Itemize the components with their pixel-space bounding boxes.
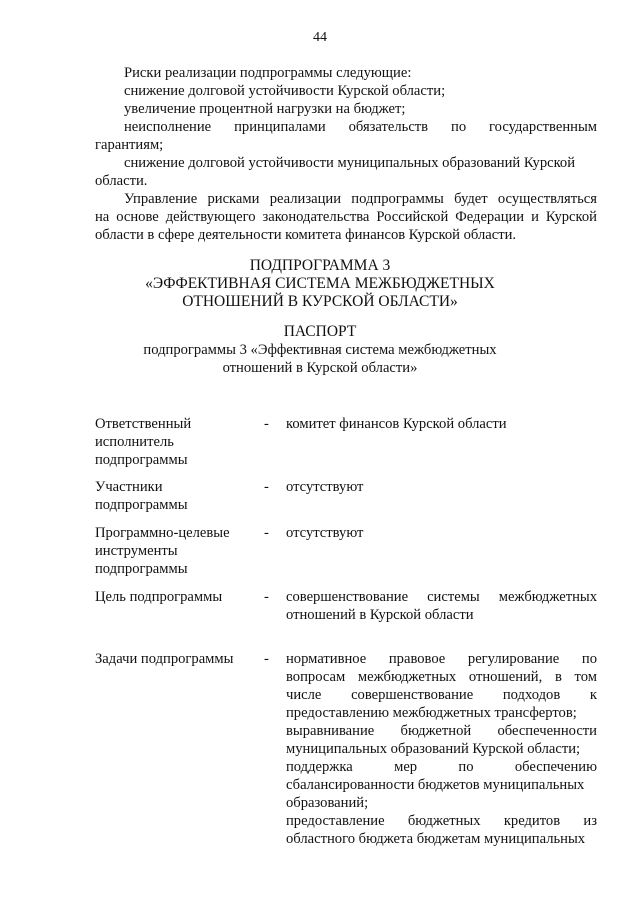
passport-subtitle-line1: подпрограммы 3 «Эффективная система межбюджетных [143,342,497,358]
subprogram-title-line2: «ЭФФЕКТИВНАЯ СИСТЕМА МЕЖБЮДЖЕТНЫХ [145,275,495,292]
row-value-line: отношений в Курской области [286,607,474,623]
row-value-line: отсутствуют [286,525,364,541]
row-label [95,524,255,578]
row-value [286,415,597,433]
row-value-line: предоставление бюджетных кредитов из [286,813,597,829]
row-label-line: исполнитель [95,434,174,450]
risk-item-3-line2: гарантиям; [95,137,164,153]
passport-subtitle-line2: отношений в Курской области» [222,360,418,376]
row-value-line: предоставлению межбюджетных трансфертов; [286,705,577,721]
row-label [95,478,255,514]
row-label-line: Ответственный [95,416,192,432]
row-label-line: подпрограммы [95,452,188,468]
row-value [286,650,597,848]
row-dash: - [264,589,269,605]
row-label-line: Задачи подпрограммы [95,651,234,667]
risk-item-2: увеличение процентной нагрузки на бюджет; [124,101,406,117]
row-value-line: нормативное правовое регулирование по [286,651,597,667]
row-value-line: образований; [286,795,369,811]
row-value-line: областного бюджета бюджетам муниципальных [286,831,586,847]
risk-item-4-line1: снижение долговой устойчивости муниципальных образований Курской [124,155,576,171]
risk-item-3-line1: неисполнение принципалами обязательств по государственным [124,119,597,135]
row-label-line: Программно-целевые [95,525,230,541]
row-value-line: отсутствуют [286,479,364,495]
page-number: 44 [313,30,327,45]
row-dash: - [264,651,269,667]
row-value [286,478,597,496]
subprogram-title-line1: ПОДПРОГРАММА 3 [249,257,391,274]
row-label [95,588,255,606]
row-value-line: совершенствование системы межбюджетных [286,589,597,605]
row-value-line: вопросам межбюджетных отношений, в том [286,669,597,685]
risk-management-line3: области в сфере деятельности комитета финансов Курской области. [95,227,517,243]
row-value-line: поддержка мер по обеспечению [286,759,597,775]
risk-item-4-line2: области. [95,173,148,189]
row-value [286,588,597,624]
risks-heading: Риски реализации подпрограммы следующие: [124,65,412,81]
row-value-line: числе совершенствование подходов к [286,687,597,703]
row-value-line: комитет финансов Курской области [286,416,507,432]
row-label-line: Участники [95,479,163,495]
row-label-line: подпрограммы [95,561,188,577]
row-label-line: инструменты [95,543,178,559]
row-value-line: муниципальных образований Курской области; [286,741,581,757]
risk-item-1: снижение долговой устойчивости Курской области; [124,83,446,99]
risk-management-line1: Управление рисками реализации подпрограммы будет осуществляться [124,191,597,207]
row-label [95,415,255,469]
subprogram-title-line3: ОТНОШЕНИЙ В КУРСКОЙ ОБЛАСТИ» [182,293,458,310]
row-label [95,650,255,668]
row-value-line: сбалансированности бюджетов муниципальных [286,777,585,793]
row-dash: - [264,525,269,541]
risk-management-line2: на основе действующего законодательства Российской Федерации и Курской [95,209,597,225]
row-dash: - [264,479,269,495]
row-label-line: Цель подпрограммы [95,589,223,605]
row-label-line: подпрограммы [95,497,188,513]
row-dash: - [264,416,269,432]
row-value [286,524,597,542]
row-value-line: выравнивание бюджетной обеспеченности [286,723,597,739]
passport-heading: ПАСПОРТ [283,323,357,340]
